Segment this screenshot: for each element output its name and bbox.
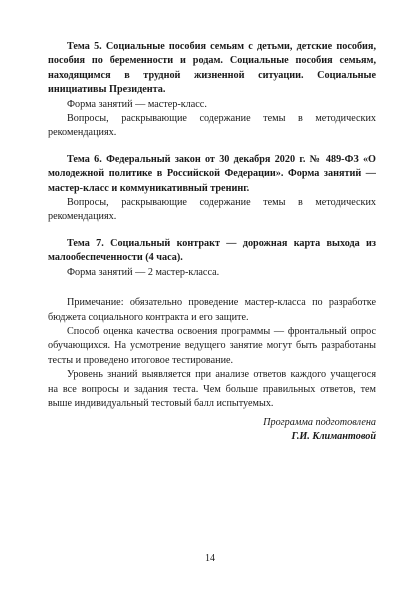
signature-caption: Программа подготовлена (263, 417, 376, 428)
page-number: 14 (205, 553, 215, 564)
topic7-title: Тема 7. Социальный контракт — дорожная карта выхода из малообеспеченности (4 часа). (48, 237, 376, 264)
signature-author: Г.И. Климантовой (291, 431, 376, 443)
assessment-paragraph: Способ оценка качества освоения программы — фронтальный опрос обучающихся. На усмотрение ведущего занятие могут быть разработаны тесты и проведено итоговое тестирование. (48, 325, 376, 366)
topic5-title: Тема 5. Социальные пособия семьям с детьми, детские пособия, пособия по беременности и родам. Социальные пособия семьям, находящимся в трудной жизненной ситуации. Социальные инициативы Президента. (48, 41, 376, 96)
knowledge-paragraph: Уровень знаний выявляется при анализе ответов каждого учащегося на все вопросы и задания теста. Чем больше правильных ответов, тем выше индивидуальный тестовый балл испытуемых. (48, 369, 376, 409)
topic6-title: Тема 6. Федеральный закон от 30 декабря 2020 г. № 489-ФЗ «О молодежной политике в Российской Федерации». Форма занятий — мастер-класс и коммуникативный тренинг. (48, 153, 376, 194)
topic6-questions: Вопросы, раскрывающие содержание темы в методических рекомендациях. (48, 197, 376, 223)
note-paragraph: Примечание: обязательно проведение мастер-класса по разработке бюджета социального контракта и его защите. (48, 297, 376, 323)
topic5-form: Форма занятий — мастер-класс. (67, 98, 207, 110)
topic5-questions: Вопросы, раскрывающие содержание темы в методических рекомендациях. (48, 113, 376, 139)
page-body (48, 40, 376, 411)
topic7-form: Форма занятий — 2 мастер-класса. (67, 266, 220, 278)
signature-block (263, 416, 376, 445)
